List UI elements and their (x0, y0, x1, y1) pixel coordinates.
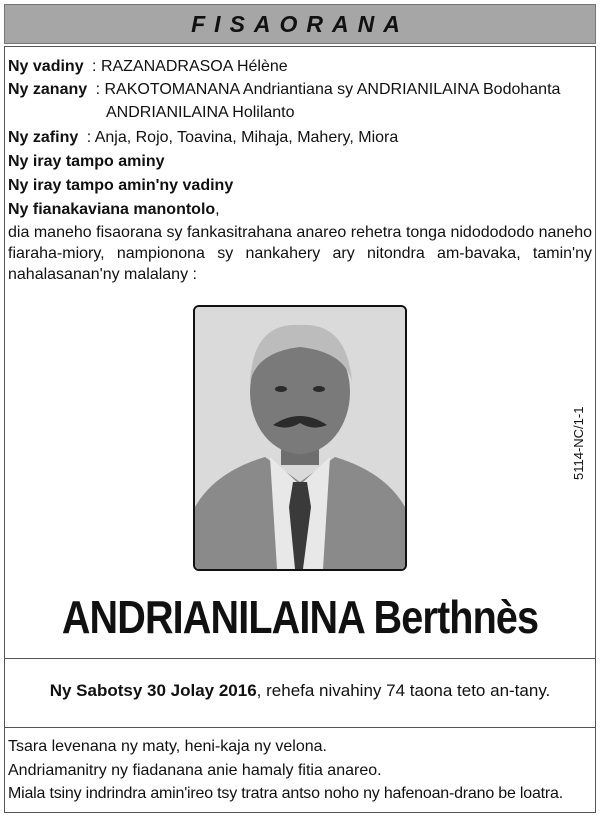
closing-line-3: Miala tsiny indrindra amin'ireo tsy tratra antso noho ny hafenoan-drano be loatra. (8, 785, 563, 802)
value-vadiny: : RAZANADRASOA Hélène (92, 58, 288, 75)
portrait-photo (193, 305, 407, 571)
family-line-zanany (8, 80, 560, 100)
label-vadiny: Ny vadiny (8, 58, 84, 75)
value-zanany-2: ANDRIANILAINA Holilanto (106, 104, 295, 121)
portrait-figure-icon (195, 307, 405, 569)
value-zanany-1: : RAKOTOMANANA Andriantiana sy ANDRIANILAINA Bodohanta (95, 81, 561, 98)
family-line-fianakaviana (8, 200, 220, 220)
divider-name (4, 658, 596, 659)
death-date-line (0, 681, 600, 701)
death-date: Ny Sabotsy 30 Jolay 2016 (49, 681, 257, 700)
label-fianakaviana: Ny fianakaviana manontolo (8, 201, 216, 218)
thanks-paragraph: dia maneho fisaorana sy fankasitrahana anareo rehetra tonga nidodododo naneho fiaraha-miory, nampionona sy nankahery ary nitondra am-bavaka, tamin'ny nahalasanan'ny malalany : (8, 224, 592, 283)
family-line-iray-tampo: Ny iray tampo aminy (8, 153, 165, 170)
punct-fianakaviana: , (215, 201, 220, 218)
closing-line-2: Andriamanitry ny fiadanana anie hamaly fitia anareo. (8, 762, 382, 779)
label-zafiny: Ny zafiny (8, 129, 79, 146)
value-zafiny: : Anja, Rojo, Toavina, Mihaja, Mahery, Miora (86, 129, 399, 146)
closing-line-1: Tsara levenana ny maty, heni-kaja ny velona. (8, 738, 327, 755)
label-zanany: Ny zanany (8, 81, 88, 98)
header-title: FISAORANA (191, 10, 409, 37)
family-line-iray-tampo-vadiny: Ny iray tampo amin'ny vadiny (8, 177, 234, 194)
family-line-zafiny (8, 128, 398, 148)
header-banner (4, 4, 596, 44)
divider-date (4, 727, 596, 728)
family-line-vadiny (8, 57, 288, 77)
death-age-text: , rehefa nivahiny 74 taona teto an-tany. (256, 681, 551, 700)
deceased-name: ANDRIANILAINA Berthnès (61, 591, 539, 643)
ad-reference-code: 5114-NC/1-1 (571, 406, 586, 480)
